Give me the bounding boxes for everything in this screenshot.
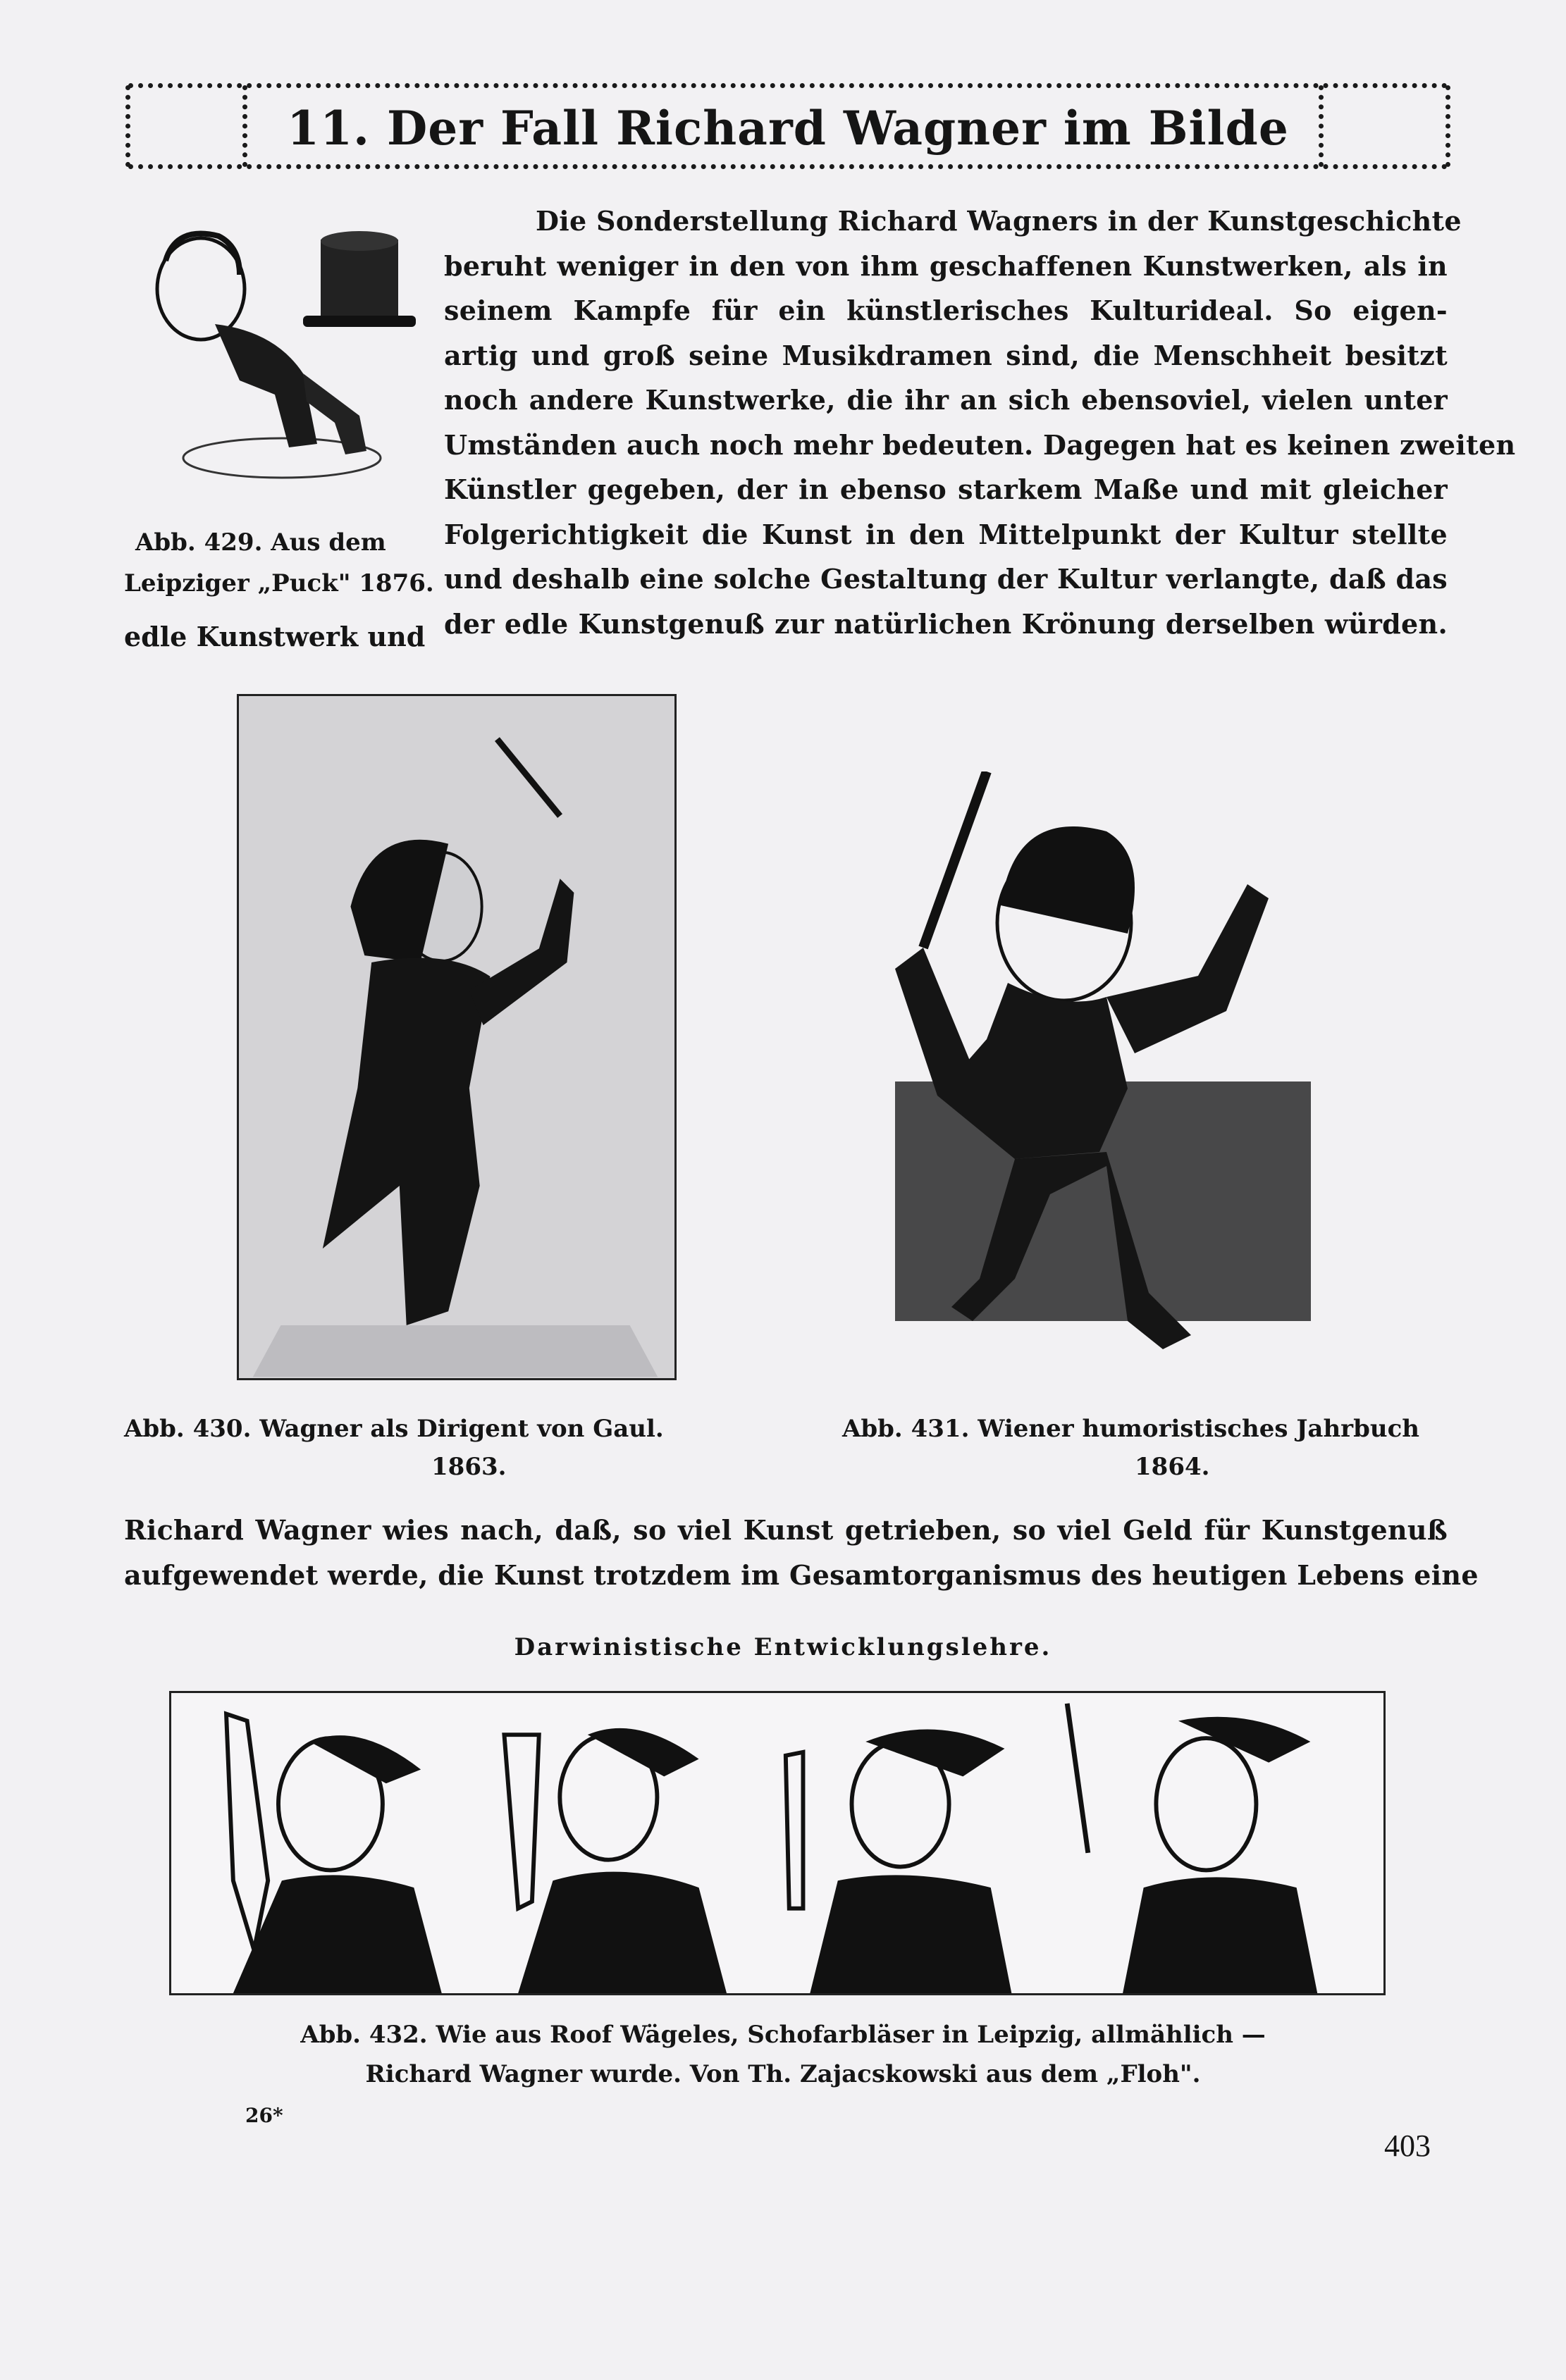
signature-mark: 26* bbox=[245, 2104, 283, 2127]
figure-430-caption-line1: Abb. 430. Wagner als Dirigent von Gaul. bbox=[124, 1415, 664, 1443]
intro-line: Die Sonderstellung Richard Wagners in der Kunstgeschichte bbox=[536, 205, 1462, 237]
chapter-header-box bbox=[128, 83, 1448, 169]
figure-431-caption-line2: 1864. bbox=[1135, 1453, 1210, 1481]
intro-line: Umständen auch noch mehr bedeuten. Dagegen hat es keinen zweiten bbox=[444, 428, 1516, 461]
figure-431-illustration bbox=[895, 771, 1318, 1384]
figure-429-caption-line1: Abb. 429. Aus dem bbox=[135, 528, 386, 557]
chapter-title: 11. Der Fall Richard Wagner im Bilde bbox=[287, 101, 1289, 156]
intro-line: seinem Kampfe für ein künstlerisches Kulturideal. So eigen- bbox=[444, 295, 1448, 326]
figure-432-caption-line1: Abb. 432. Wie aus Roof Wägeles, Schofarbläser in Leipzig, allmählich — bbox=[300, 2021, 1266, 2049]
figure-429-caption-line2: Leipziger „Puck" 1876. bbox=[124, 569, 434, 597]
page-number: 403 bbox=[1384, 2128, 1431, 2163]
intro-line: artig und groß seine Musikdramen sind, die Menschheit besitzt bbox=[444, 339, 1448, 371]
intro-line: der edle Kunstgenuß zur natürlichen Krönung derselben würden. bbox=[444, 607, 1448, 640]
figure-431-caption-line1: Abb. 431. Wiener humoristisches Jahrbuch bbox=[842, 1415, 1420, 1443]
intro-paragraph bbox=[444, 199, 1516, 646]
figure-430-frame bbox=[237, 694, 677, 1380]
intro-line: und deshalb eine solche Gestaltung der Kultur verlangte, daß das bbox=[444, 563, 1448, 595]
intro-full-width-start: edle Kunstwerk und bbox=[124, 621, 426, 652]
second-paragraph bbox=[124, 1508, 1479, 1597]
figure-429-illustration bbox=[134, 211, 430, 500]
intro-line: beruht weniger in den von ihm geschaffenen Kunstwerken, als in bbox=[444, 249, 1448, 282]
intro-line: Künstler gegeben, der in ebenso starkem Maße und mit gleicher bbox=[444, 473, 1448, 505]
figure-432-title: Darwinistische Entwicklungslehre. bbox=[514, 1633, 1052, 1661]
figure-432-caption-line2: Richard Wagner wurde. Von Th. Zajacskowski aus dem „Floh". bbox=[365, 2060, 1201, 2088]
second-line: aufgewendet werde, die Kunst trotzdem im Gesamtorganismus des heutigen Lebens eine bbox=[124, 1558, 1479, 1591]
second-line: Richard Wagner wies nach, daß, so viel Kunst getrieben, so viel Geld für Kunstgenuß bbox=[124, 1514, 1448, 1546]
figure-430-illustration bbox=[239, 696, 674, 1378]
figure-432-illustration bbox=[171, 1693, 1383, 1993]
figure-430-caption-line2: 1863. bbox=[431, 1453, 507, 1481]
intro-line: Folgerichtigkeit die Kunst in den Mittelpunkt der Kultur stellte bbox=[444, 518, 1448, 550]
figure-432-frame bbox=[169, 1691, 1386, 1995]
intro-line: noch andere Kunstwerke, die ihr an sich ebensoviel, vielen unter bbox=[444, 384, 1448, 416]
